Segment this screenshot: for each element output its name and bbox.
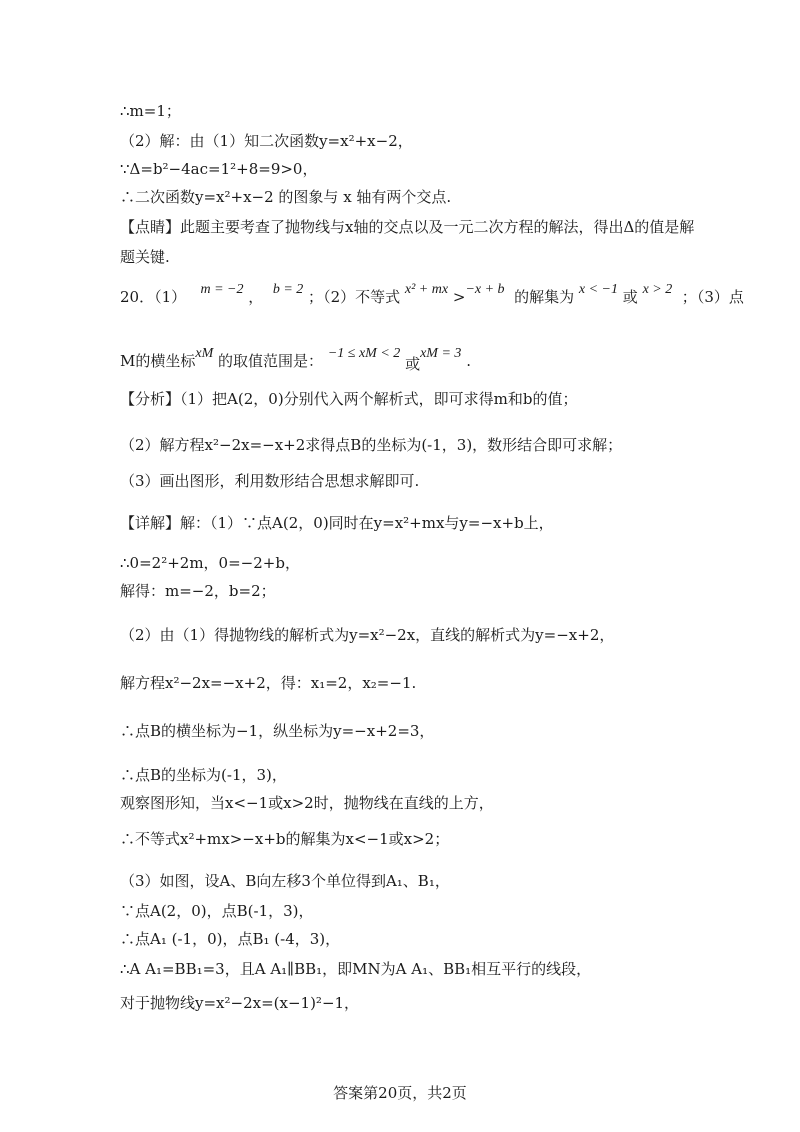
q20-answer-line1: 20．（1） m = −2 ， b = 2 ；（2）不等式 x² + mx >−x + b 的解集为 x < −1 或 x > 2 ；（3）点 — [120, 282, 744, 306]
q20-solution-1: x < −1 — [578, 282, 618, 297]
q20-xm-eq: xM = 3 — [420, 346, 462, 361]
q20-ineq-rhs: −x + b — [465, 282, 505, 297]
answer-line-l5: 【点睛】此题主要考查了抛物线与x轴的交点以及一元二次方程的解法，得出Δ的值是解 — [120, 218, 695, 236]
answer-line-l16: ∴点B的坐标为(-1，3)， — [120, 766, 287, 784]
answer-line-l23: 对于抛物线y=x²−2x=(x−1)²−1， — [120, 994, 360, 1012]
answer-line-l11: ∴0=2²+2m，0=−2+b， — [120, 554, 300, 572]
q20-part2: （2）不等式 — [323, 288, 401, 306]
answer-line-l6: 题关键. — [120, 248, 170, 266]
answer-line-l15: ∴点B的横坐标为−1，纵坐标为y=−x+2=3， — [120, 722, 435, 740]
q20-ineq-lhs: x² + mx — [404, 282, 449, 297]
q20-range: −1 ≤ xM < 2 — [327, 346, 401, 361]
answer-line-l19: （3）如图，设A、B向左移3个单位得到A₁、B₁， — [120, 872, 450, 890]
answer-line-l13: （2）由（1）得抛物线的解析式为y=x²−2x，直线的解析式为y=−x+2， — [120, 626, 615, 644]
answer-line-l3: ∵Δ=b²−4ac=1²+8=9>0， — [120, 160, 318, 178]
q20-m-value: m = −2 — [200, 282, 244, 297]
answer-line-l21: ∴点A₁ (-1，0)，点B₁ (-4，3)， — [120, 930, 341, 948]
q20-b-value: b = 2 — [272, 282, 304, 297]
q20-part3: （3）点 — [696, 288, 744, 306]
answer-line-l1: ∴m=1； — [120, 102, 181, 120]
answer-line-l14: 解方程x²−2x=−x+2，得：x₁=2，x₂=−1. — [120, 674, 417, 692]
answer-line-l4: ∴二次函数y=x²+x−2 的图象与 x 轴有两个交点. — [120, 188, 452, 206]
q20-xm: xM — [195, 346, 214, 361]
q20-solution-2: x > 2 — [642, 282, 673, 297]
q20-number: 20． — [120, 288, 155, 306]
page-footer: 答案第20页，共2页 — [333, 1084, 467, 1102]
answer-line-l18: ∴不等式x²+mx>−x+b的解集为x<−1或x>2； — [120, 830, 450, 848]
answer-line-l20: ∵点A(2，0)，点B(-1，3)， — [120, 902, 314, 920]
answer-line-l2: （2）解：由（1）知二次函数y=x²+x−2， — [120, 132, 413, 150]
q20-answer-line2: M的横坐标xM 的取值范围是： −1 ≤ xM < 2 或xM = 3 . — [120, 346, 471, 373]
answer-line-l7: 【分析】（1）把A(2，0)分别代入两个解析式，即可求得m和b的值； — [120, 390, 578, 408]
answer-line-l10: 【详解】解：（1）∵点A(2，0)同时在y=x²+mx与y=−x+b上， — [120, 514, 554, 532]
answer-line-l8: （2）解方程x²−2x=−x+2求得点B的坐标为(-1，3)，数形结合即可求解； — [120, 436, 623, 454]
q20-part1: （1） — [154, 288, 187, 306]
answer-line-l12: 解得：m=−2，b=2； — [120, 582, 276, 600]
answer-line-l17: 观察图形知，当x<−1或x>2时，抛物线在直线的上方， — [120, 794, 494, 812]
answer-line-l22: ∴A A₁=BB₁=3，且A A₁∥BB₁，即MN为A A₁、BB₁相互平行的线段， — [120, 960, 592, 978]
answer-line-l9: （3）画出图形，利用数形结合思想求解即可. — [120, 472, 420, 490]
